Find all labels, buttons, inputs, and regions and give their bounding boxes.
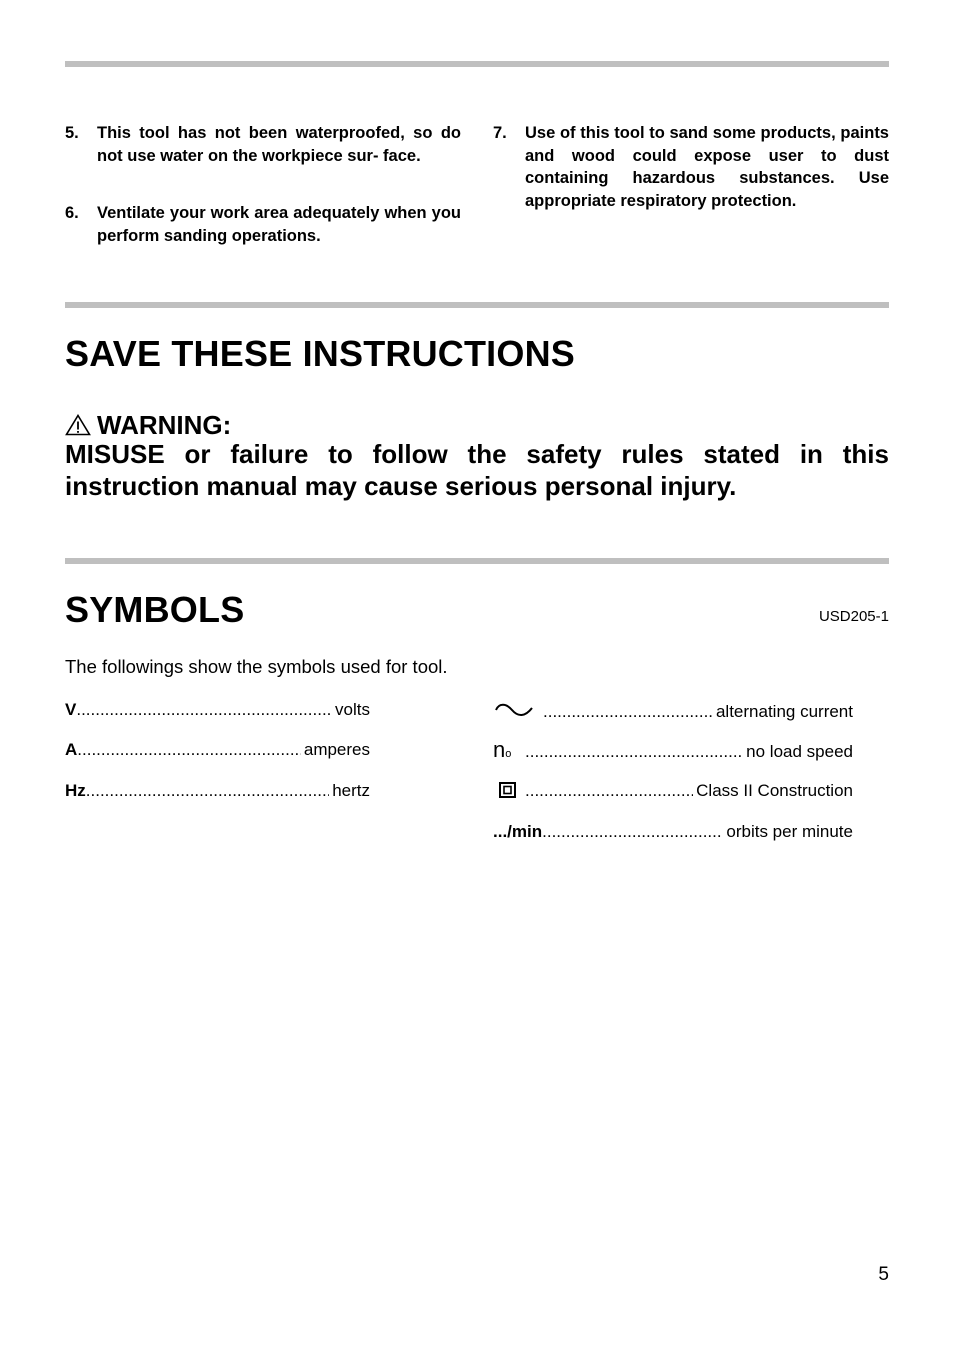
item-number: 7. <box>493 124 507 142</box>
warning-label <box>65 409 231 441</box>
alternating-current-icon <box>493 699 543 723</box>
item-text: Ventilate your work area adequately when you perform sanding operations. <box>97 204 461 245</box>
symbol-meaning: amperes <box>303 740 370 759</box>
save-instructions-heading: SAVE THESE INSTRUCTIONS <box>65 333 575 374</box>
symbols-intro: The followings show the symbols used for tool. <box>65 656 448 677</box>
warning-label-text: WARNING: <box>97 410 232 440</box>
symbol-row-class-ii <box>493 780 853 802</box>
symbol-row-hertz <box>65 780 370 802</box>
item-number: 6. <box>65 204 79 222</box>
item-text: Use of this tool to sand some products, paints and wood could expose user to dust containing hazardous substances. Use appropriate respiratory protection. <box>525 124 889 210</box>
leader-dots <box>525 741 743 763</box>
symbol-row-alternating-current <box>493 699 853 723</box>
symbol-row-volts <box>65 699 370 721</box>
leader-dots <box>542 821 723 843</box>
symbol-meaning: alternating current <box>715 702 853 721</box>
leader-dots <box>86 780 329 802</box>
symbol-row-amperes <box>65 739 370 761</box>
symbol-text: V <box>65 700 77 719</box>
top-divider <box>65 61 889 67</box>
warning-text: MISUSE or failure to follow the safety rules stated in this instruction manual may cause serious personal injury. <box>65 439 889 501</box>
leader-dots <box>76 699 332 721</box>
symbol-row-orbits-per-minute <box>493 821 853 843</box>
leader-dots <box>525 780 693 802</box>
safety-item-7 <box>493 122 889 212</box>
leader-dots <box>77 739 301 761</box>
item-text: This tool has not been waterproofed, so do not use water on the workpiece sur- face. <box>97 124 461 165</box>
no-load-speed-icon: no <box>493 737 512 762</box>
class-ii-construction-icon <box>493 780 525 802</box>
symbol-meaning: volts <box>335 700 370 719</box>
document-code: USD205-1 <box>818 608 889 625</box>
symbol-meaning: orbits per minute <box>726 822 853 841</box>
safety-item-6 <box>65 202 461 247</box>
symbol-meaning: hertz <box>332 781 370 800</box>
item-number: 5. <box>65 124 79 142</box>
leader-dots <box>543 701 713 723</box>
symbol-text: .../min <box>493 822 543 841</box>
symbol-text: A <box>65 740 78 759</box>
warning-triangle-icon <box>65 414 91 436</box>
symbols-divider <box>65 558 889 564</box>
save-divider <box>65 302 889 308</box>
symbol-row-no-load-speed <box>493 739 853 765</box>
safety-item-5 <box>65 122 461 167</box>
symbol-meaning: Class II Construction <box>696 781 853 800</box>
symbol-text: Hz <box>65 781 86 800</box>
symbols-heading: SYMBOLS <box>65 589 245 630</box>
page-number: 5 <box>878 1264 889 1285</box>
symbol-meaning: no load speed <box>746 742 853 761</box>
